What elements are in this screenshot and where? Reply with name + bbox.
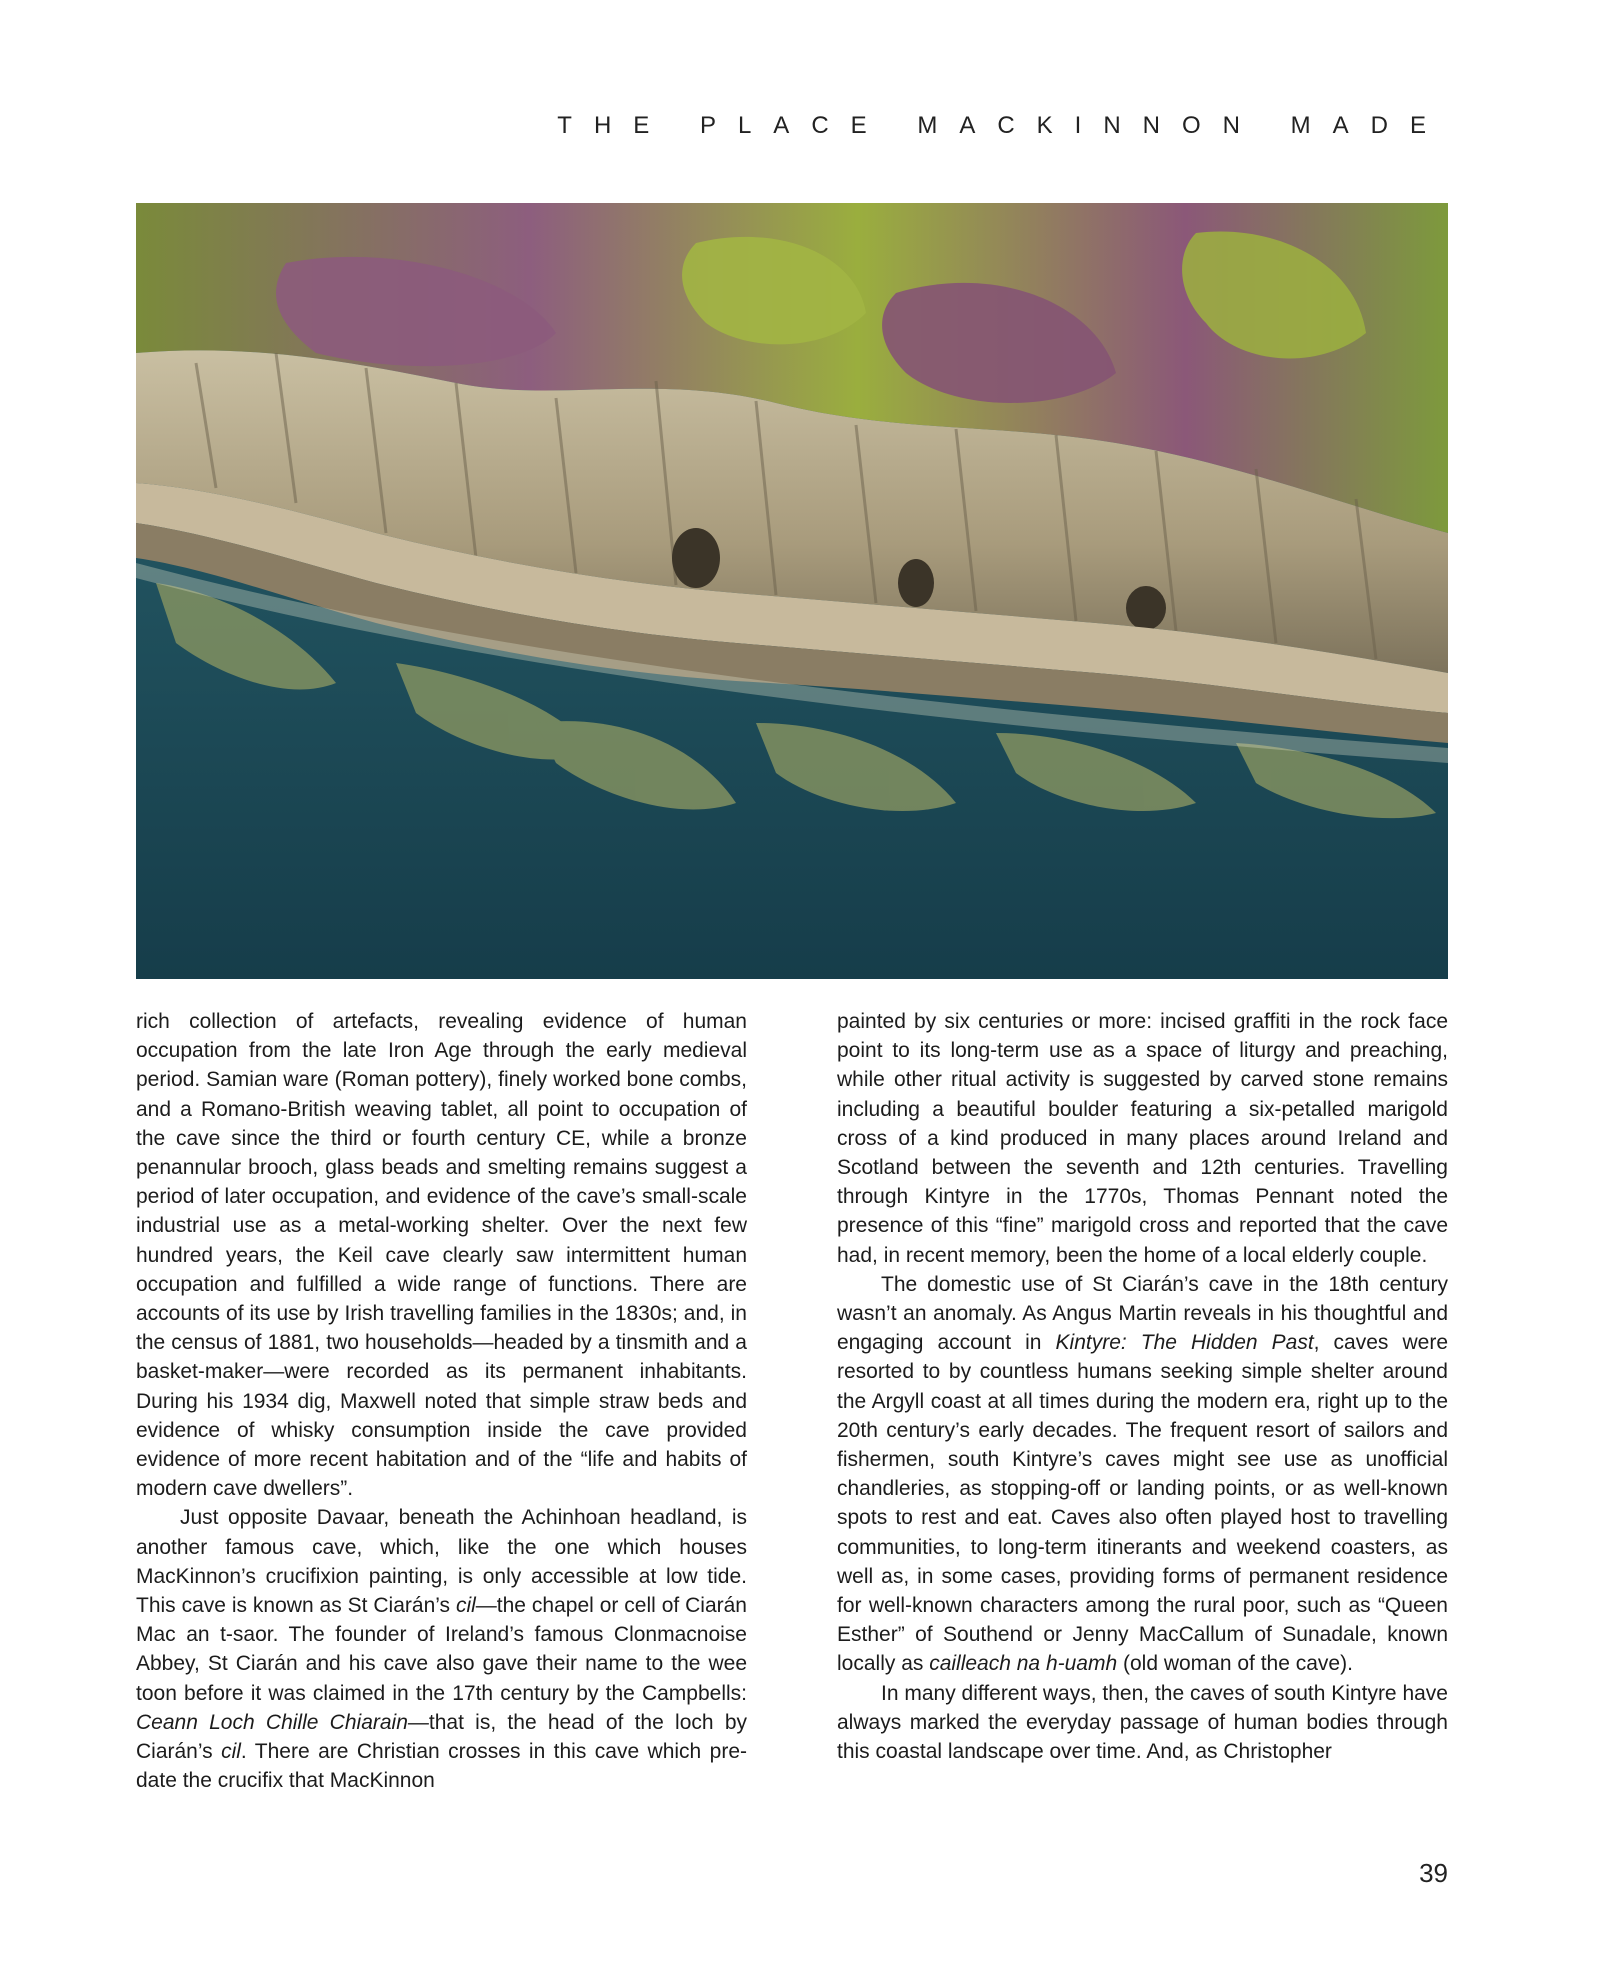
paragraph-text: Just opposite Davaar, beneath the Achinhoan headland, is another famous cave, which, like the one which houses MacKinnon’s crucifixion painting, is only accessible at low tide. This cave is known as St Ciarán’s bbox=[136, 1506, 747, 1618]
paragraph-text: . There are Christian crosses in this cave which pre-date the crucifix that MacKinnon bbox=[136, 1740, 748, 1793]
running-header: THE PLACE MACKINNON MADE bbox=[557, 112, 1448, 139]
italic-term: cil bbox=[455, 1594, 476, 1618]
paragraph-text: painted by six centuries or more: incised graffiti in the rock face point to its long-term use as a space of liturgy and preaching, while other ritual activity is suggested by carved stone remains including a beautiful boulder featuring a six-petalled marigold cross of a kind produced in many places around Ireland and Scotland between the seventh and 12th centuries. Travelling through Kintyre in the 1770s, Thomas Pennant noted the presence of this “fine” marigold cross and reported that the cave had, in recent memory, been the home of a local elderly couple. bbox=[837, 1010, 1448, 1267]
italic-term: Ceann Loch Chille Chiarain bbox=[136, 1710, 408, 1734]
page-number: 39 bbox=[1419, 1858, 1448, 1888]
italic-term: cailleach na h-uamh bbox=[929, 1652, 1118, 1676]
paragraph bbox=[837, 1007, 1448, 1270]
paragraph-text: , caves were resorted to by countless humans seeking simple shelter around the Argyll coast at all times during the modern era, right up to the 20th century’s early decades. The frequent resort of sailors and fishermen, south Kintyre’s caves might see use as unofficial chandleries, as stopping-off or landing points, or as well-known spots to rest and eat. Caves also often played host to travelling communities, to long-term itinerants and weekend coasters, as well as, in some cases, providing forms of permanent residence for well-known characters among the rural poor, such as “Queen Esther” of Southend or Jenny MacCallum of Sunadale, known locally as bbox=[837, 1331, 1448, 1676]
paragraph-text: —that is, the head of the loch by Ciarán’s bbox=[136, 1710, 747, 1764]
paragraph bbox=[837, 1679, 1448, 1767]
left-text-column bbox=[136, 1007, 747, 1795]
paragraph-text: The domestic use of St Ciarán’s cave in the 18th century wasn’t an anomaly. As Angus Martin reveals in his thoughtful and engaging account in bbox=[837, 1272, 1448, 1355]
paragraph-text: rich collection of artefacts, revealing evidence of human occupation from the late Iron Age through the early medieval period. Samian ware (Roman pottery), finely worked bone combs, and a Romano-British weaving tablet, all point to occupation of the cave since the third or fourth century CE, while a bronze penannular brooch, glass beads and smelting remains suggest a period of later occupation, and evidence of the cave’s small-scale industrial use as a metal-working shelter. Over the next few hundred years, the Keil cave clearly saw intermittent human occupation and fulfilled a wide range of functions. There are accounts of its use by Irish travelling families in the 1830s; and, in the census of 1881, two households—headed by a tinsmith and a basket-maker—were recorded as its permanent inhabitants. During his 1934 dig, Maxwell noted that simple straw beds and evidence of whisky consumption inside the cave provided evidence of more recent habitation and of the “life and habits of modern cave dwellers”. bbox=[136, 1010, 747, 1501]
paragraph bbox=[837, 1270, 1448, 1679]
paragraph-text: —the chapel or cell of Ciarán Mac an t-saor. The founder of Ireland’s famous Clonmacnoise Abbey, St Ciarán and his cave also gave their name to the wee toon before it was claimed in the 17th century by the Campbells: bbox=[136, 1594, 747, 1705]
paragraph-text: (old woman of the cave). bbox=[1117, 1652, 1353, 1676]
paragraph bbox=[136, 1503, 747, 1795]
aerial-cliff-illustration bbox=[136, 203, 1448, 979]
paragraph bbox=[136, 1007, 747, 1503]
coastal-cliff-photo bbox=[136, 203, 1448, 979]
italic-term: cil bbox=[221, 1740, 241, 1764]
italic-title: Kintyre: The Hidden Past bbox=[1055, 1331, 1314, 1355]
right-text-column bbox=[837, 1007, 1448, 1766]
paragraph-text: In many different ways, then, the caves of south Kintyre have always marked the everyday passage of human bodies through this coastal landscape over time. And, as Christopher bbox=[837, 1681, 1448, 1764]
